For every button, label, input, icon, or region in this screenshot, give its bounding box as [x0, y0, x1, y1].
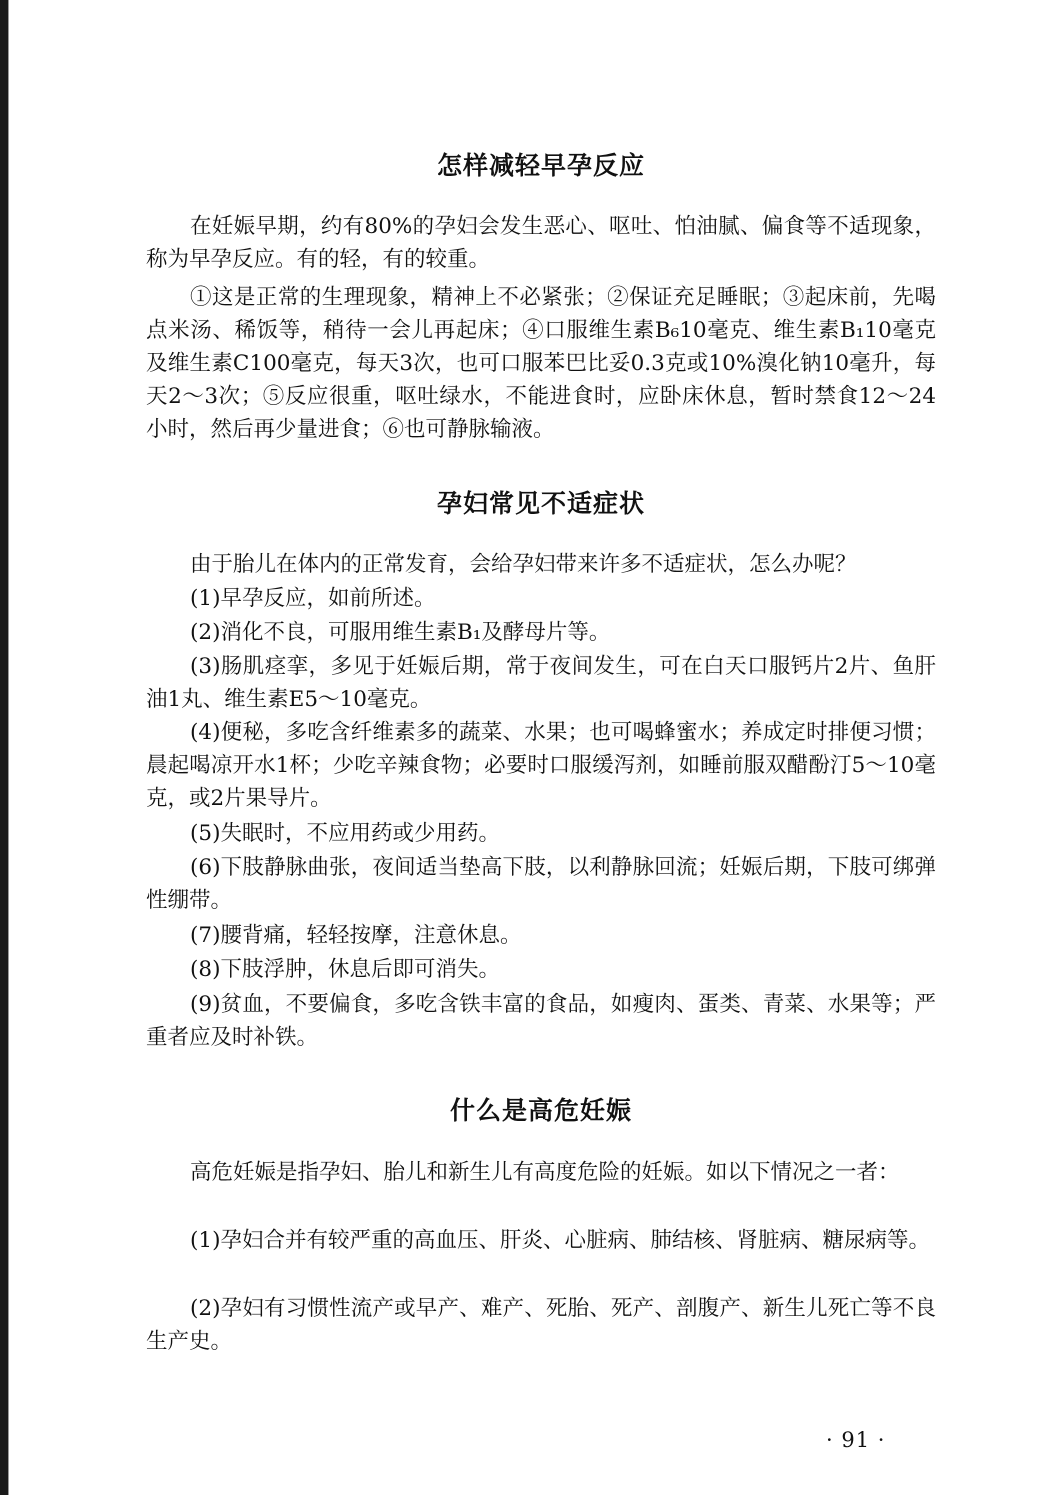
paragraph: 在妊娠早期，约有80%的孕妇会发生恶心、呕吐、怕油腻、偏食等不适现象，称为早孕反应。有的轻，有的较重。 [146, 214, 936, 272]
section-title-high-risk-pregnancy: 什么是高危妊娠 [449, 1096, 632, 1125]
list-item: (1)孕妇合并有较严重的高血压、肝炎、心脏病、肺结核、肾脏病、糖尿病等。 [190, 1228, 930, 1253]
list-item: (2)孕妇有习惯性流产或早产、难产、死胎、死产、剖腹产、新生儿死亡等不良生产史。 [146, 1296, 936, 1354]
list-item: (2)消化不良，可服用维生素B₁及酵母片等。 [190, 620, 611, 645]
section-title-morning-sickness: 怎样减轻早孕反应 [436, 151, 645, 180]
paragraph: ①这是正常的生理现象，精神上不必紧张；②保证充足睡眠；③起床前，先喝点米汤、稀饭等，稍待一会儿再起床；④口服维生素B₆10毫克、维生素B₁10毫克及维生素C100毫克，每天3次，也可口服苯巴比妥0.3克或10%溴化钠10毫升，每天2～3次；⑤反应很重，呕吐绿水，不能进食时，应卧床休息，暂时禁食12～24小时，然后再少量进食；⑥也可静脉输液。 [146, 285, 936, 442]
paragraph: 由于胎儿在体内的正常发育，会给孕妇带来许多不适症状，怎么办呢？ [190, 552, 857, 577]
page-gutter-line [8, 0, 9, 1495]
list-item: (6)下肢静脉曲张，夜间适当垫高下肢，以利静脉回流；妊娠后期，下肢可绑弹性绷带。 [146, 855, 936, 913]
page-number: · 91 · [826, 1428, 886, 1452]
list-item: (9)贫血，不要偏食，多吃含铁丰富的食品，如瘦肉、蛋类、青菜、水果等；严重者应及时补铁。 [146, 992, 936, 1050]
list-item: (8)下肢浮肿，休息后即可消失。 [190, 957, 500, 982]
list-item: (3)肠肌痉挛，多见于妊娠后期，常于夜间发生，可在白天口服钙片2片、鱼肝油1丸、维生素E5～10毫克。 [146, 654, 936, 712]
list-item: (7)腰背痛，轻轻按摩，注意休息。 [190, 923, 522, 948]
section-title-common-discomforts: 孕妇常见不适症状 [436, 489, 645, 518]
paragraph: 高危妊娠是指孕妇、胎儿和新生儿有高度危险的妊娠。如以下情况之一者： [190, 1160, 900, 1185]
page-left-edge [0, 0, 8, 1495]
list-item: (1)早孕反应，如前所述。 [190, 586, 436, 611]
list-item: (5)失眠时，不应用药或少用药。 [190, 821, 500, 846]
list-item: (4)便秘，多吃含纤维素多的蔬菜、水果；也可喝蜂蜜水；养成定时排便习惯；晨起喝凉开水1杯；少吃辛辣食物；必要时口服缓泻剂，如睡前服双醋酚汀5～10毫克，或2片果导片。 [146, 720, 936, 811]
